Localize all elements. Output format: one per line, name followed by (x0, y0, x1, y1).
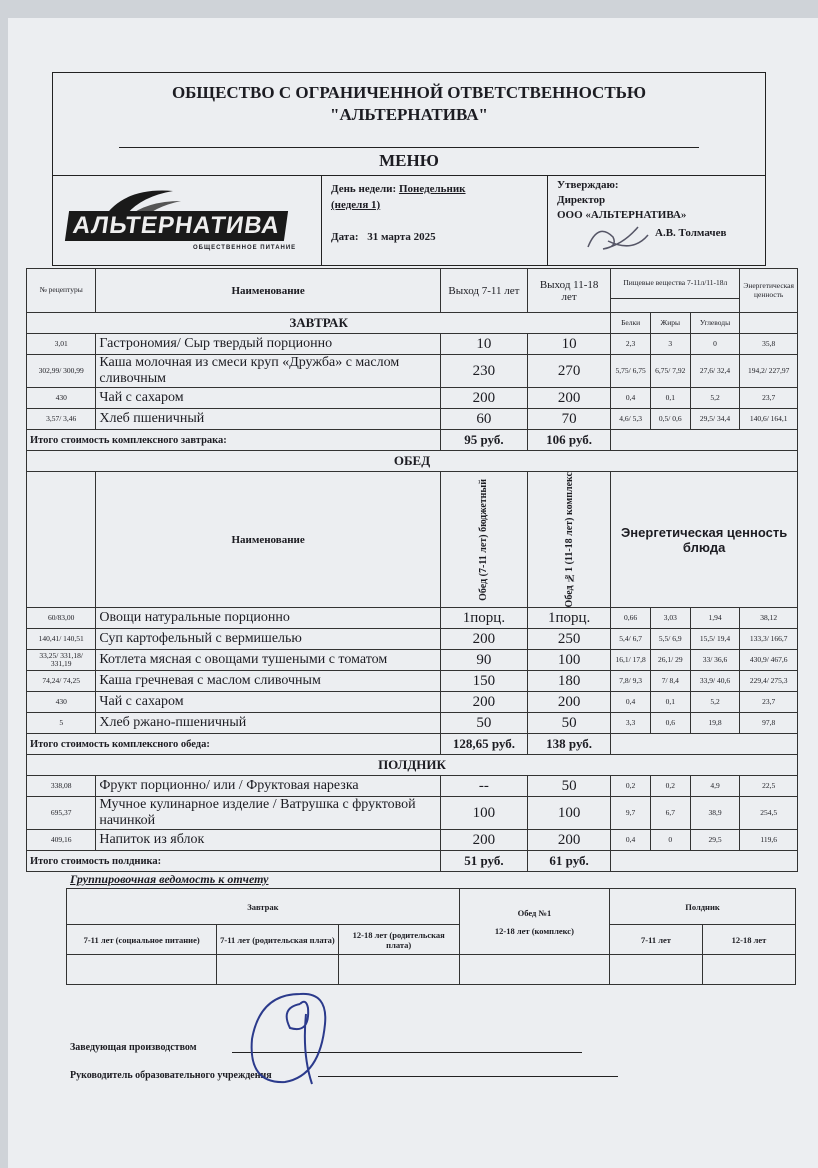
snack-row (27, 776, 798, 797)
lunch-col-complex: Обед №1 (11-18 лет) комплекс (563, 472, 575, 608)
recipe-number: 695,37 (27, 797, 96, 830)
carbs-value: 5,2 (690, 388, 740, 409)
portion-7-11: 100 (440, 797, 527, 830)
lunch-price-7-11: 128,65 руб. (440, 734, 527, 755)
energy-value: 140,6/ 164,1 (740, 409, 798, 430)
portion-7-11: 230 (440, 355, 527, 388)
snack-price-11-18: 61 руб. (528, 851, 611, 872)
week-label: (неделя 1) (331, 199, 381, 211)
protein-value: 2,3 (611, 334, 651, 355)
portion-11-18: 270 (528, 355, 611, 388)
col-carbs: Углеводы (690, 313, 740, 334)
lunch-title: ОБЕД (27, 451, 798, 472)
org-name-line1: ОБЩЕСТВО С ОГРАНИЧЕННОЙ ОТВЕТСТВЕННОСТЬЮ (171, 83, 647, 102)
energy-value: 22,5 (740, 776, 798, 797)
col-nutrients: Пищевые вещества 7-11л/11-18л (611, 269, 740, 299)
portion-11-18: 200 (528, 692, 611, 713)
fat-value: 0,1 (650, 692, 690, 713)
dish-name: Чай с сахаром (96, 692, 440, 713)
energy-value: 23,7 (740, 692, 798, 713)
carbs-value: 4,9 (690, 776, 740, 797)
approve-role: Директор (557, 194, 606, 206)
col-out-7-11: Выход 7-11 лет (440, 269, 527, 313)
lunch-section-row (27, 451, 798, 472)
dish-name: Напиток из яблок (96, 830, 440, 851)
fat-value: 5,5/ 6,9 (650, 629, 690, 650)
head-signature-label: Заведующая производством (70, 1042, 197, 1053)
dish-name: Суп картофельный с вермишелью (96, 629, 440, 650)
energy-value: 194,2/ 227,97 (740, 355, 798, 388)
lunch-row (27, 629, 798, 650)
col-recipe: № рецептуры (27, 269, 96, 313)
fat-value: 6,75/ 7,92 (650, 355, 690, 388)
portion-7-11: 200 (440, 388, 527, 409)
fat-value: 0,6 (650, 713, 690, 734)
divider (321, 175, 322, 265)
grouping-subheader-row (67, 925, 796, 955)
protein-value: 0,4 (611, 830, 651, 851)
org-name-line2: "АЛЬТЕРНАТИВА" (330, 105, 488, 124)
dish-name: Каша молочная из смеси круп «Дружба» с маслом сливочным (96, 355, 440, 388)
lunch-row (27, 650, 798, 671)
carbs-value: 0 (690, 334, 740, 355)
portion-11-18: 100 (528, 650, 611, 671)
grouping-values-row (67, 955, 796, 985)
carbs-value: 29,5/ 34,4 (690, 409, 740, 430)
protein-value: 0,4 (611, 692, 651, 713)
head-signature-icon (240, 984, 350, 1094)
lunch-col-budget: Обед (7-11 лет) бюджетный (478, 478, 490, 601)
approve-label: Утверждаю: (557, 179, 619, 191)
grouping-col1: 7-11 лет (социальное питание) (67, 925, 217, 955)
fat-value: 3 (650, 334, 690, 355)
energy-value: 23,7 (740, 388, 798, 409)
recipe-number: 409,16 (27, 830, 96, 851)
recipe-number: 140,41/ 140,51 (27, 629, 96, 650)
protein-value: 0,4 (611, 388, 651, 409)
dish-name: Чай с сахаром (96, 388, 440, 409)
portion-11-18: 180 (528, 671, 611, 692)
table-header-row (27, 269, 798, 299)
energy-value: 229,4/ 275,3 (740, 671, 798, 692)
portion-7-11: 200 (440, 629, 527, 650)
protein-value: 16,1/ 17,8 (611, 650, 651, 671)
snack-row (27, 830, 798, 851)
protein-value: 0,66 (611, 608, 651, 629)
divider (119, 147, 699, 148)
recipe-number: 3,57/ 3,46 (27, 409, 96, 430)
protein-value: 3,3 (611, 713, 651, 734)
portion-7-11: 1порц. (440, 608, 527, 629)
col-energy: Энергетическая ценность (740, 269, 798, 313)
recipe-number: 430 (27, 388, 96, 409)
portion-11-18: 50 (528, 776, 611, 797)
grouping-col5: 7-11 лет (609, 925, 702, 955)
portion-7-11: 90 (440, 650, 527, 671)
carbs-value: 29,5 (690, 830, 740, 851)
grouping-breakfast: Завтрак (67, 889, 460, 925)
protein-value: 5,75/ 6,75 (611, 355, 651, 388)
carbs-value: 27,6/ 32,4 (690, 355, 740, 388)
snack-total-label: Итого стоимость полдника: (27, 851, 441, 872)
fat-value: 26,1/ 29 (650, 650, 690, 671)
fat-value: 7/ 8,4 (650, 671, 690, 692)
dish-name: Каша гречневая с маслом сливочным (96, 671, 440, 692)
portion-7-11: 200 (440, 830, 527, 851)
date-label: Дата: (331, 231, 359, 243)
protein-value: 0,2 (611, 776, 651, 797)
col-protein: Белки (611, 313, 651, 334)
snack-price-7-11: 51 руб. (440, 851, 527, 872)
day-label: День недели: (331, 183, 397, 195)
lunch-price-11-18: 138 руб. (528, 734, 611, 755)
approve-name: А.В. Толмачев (655, 227, 727, 239)
energy-value: 254,5 (740, 797, 798, 830)
divider (53, 175, 765, 176)
breakfast-rows (27, 334, 798, 430)
protein-value: 5,4/ 6,7 (611, 629, 651, 650)
protein-value: 4,6/ 5,3 (611, 409, 651, 430)
carbs-value: 1,94 (690, 608, 740, 629)
carbs-value: 15,5/ 19,4 (690, 629, 740, 650)
fat-value: 0 (650, 830, 690, 851)
grouping-col3: 12-18 лет (родительская плата) (338, 925, 459, 955)
dish-name: Мучное кулинарное изделие / Ватрушка с фруктовой начинкой (96, 797, 440, 830)
snack-row (27, 797, 798, 830)
lunch-row (27, 713, 798, 734)
grouping-header-row (67, 889, 796, 925)
date-info (331, 231, 436, 243)
fat-value: 0,2 (650, 776, 690, 797)
lunch-row (27, 671, 798, 692)
energy-value: 430,9/ 467,6 (740, 650, 798, 671)
dish-name: Хлеб пшеничный (96, 409, 440, 430)
grouping-lunch-cell (459, 889, 609, 955)
fat-value: 0,5/ 0,6 (650, 409, 690, 430)
company-logo (63, 181, 315, 261)
grouping-snack: Полдник (609, 889, 795, 925)
recipe-number: 60/83,00 (27, 608, 96, 629)
menu-title: МЕНЮ (379, 151, 439, 170)
recipe-number: 5 (27, 713, 96, 734)
portion-11-18: 200 (528, 388, 611, 409)
energy-value: 133,3/ 166,7 (740, 629, 798, 650)
director-signature-label: Руководитель образовательного учреждения (70, 1070, 272, 1081)
lunch-col-name: Наименование (96, 472, 440, 608)
carbs-value: 33,9/ 40,6 (690, 671, 740, 692)
snack-section-row (27, 755, 798, 776)
breakfast-total-row (27, 430, 798, 451)
carbs-value: 5,2 (690, 692, 740, 713)
portion-7-11: 200 (440, 692, 527, 713)
grouping-title: Группировочная ведомость к отчету (70, 872, 269, 886)
grouping-col2: 7-11 лет (родительская плата) (217, 925, 338, 955)
carbs-value: 33/ 36,6 (690, 650, 740, 671)
lunch-rows (27, 608, 798, 734)
breakfast-section-row (27, 313, 798, 334)
snack-total-row (27, 851, 798, 872)
carbs-value: 38,9 (690, 797, 740, 830)
fat-value: 6,7 (650, 797, 690, 830)
grouping-lunch: Обед №1 (517, 907, 552, 918)
portion-11-18: 200 (528, 830, 611, 851)
energy-value: 97,8 (740, 713, 798, 734)
director-signature-icon (583, 217, 653, 257)
lunch-total-label: Итого стоимость комплексного обеда: (27, 734, 441, 755)
energy-value: 38,12 (740, 608, 798, 629)
portion-11-18: 1порц. (528, 608, 611, 629)
dish-name: Хлеб ржано-пшеничный (96, 713, 440, 734)
col-fat: Жиры (650, 313, 690, 334)
breakfast-title: ЗАВТРАК (27, 313, 611, 334)
date-value: 31 марта 2025 (367, 231, 436, 243)
portion-7-11: 60 (440, 409, 527, 430)
grouping-table (66, 888, 796, 985)
director-signature-line (318, 1076, 618, 1077)
portion-7-11: 150 (440, 671, 527, 692)
menu-table (26, 268, 798, 872)
lunch-row (27, 608, 798, 629)
recipe-number: 3,01 (27, 334, 96, 355)
energy-value: 119,6 (740, 830, 798, 851)
breakfast-price-7-11: 95 руб. (440, 430, 527, 451)
recipe-number: 430 (27, 692, 96, 713)
lunch-row (27, 692, 798, 713)
portion-7-11: 10 (440, 334, 527, 355)
day-info (331, 183, 466, 195)
lunch-col-energy: Энергетическая ценность блюда (611, 472, 798, 608)
portion-11-18: 10 (528, 334, 611, 355)
portion-7-11: 50 (440, 713, 527, 734)
dish-name: Овощи натуральные порционно (96, 608, 440, 629)
portion-11-18: 70 (528, 409, 611, 430)
recipe-number: 74,24/ 74,25 (27, 671, 96, 692)
logo-wordmark: АЛЬТЕРНАТИВА (65, 211, 288, 241)
lunch-total-row (27, 734, 798, 755)
document-header (52, 72, 766, 266)
logo-subtitle: ОБЩЕСТВЕННОЕ ПИТАНИЕ (193, 245, 297, 251)
protein-value: 9,7 (611, 797, 651, 830)
snack-title: ПОЛДНИК (27, 755, 798, 776)
fat-value: 0,1 (650, 388, 690, 409)
snack-rows (27, 776, 798, 851)
portion-7-11: -- (440, 776, 527, 797)
breakfast-price-11-18: 106 руб. (528, 430, 611, 451)
divider (547, 175, 548, 265)
breakfast-row (27, 334, 798, 355)
breakfast-row (27, 409, 798, 430)
col-out-11-18: Выход 11-18 лет (528, 269, 611, 313)
recipe-number: 33,25/ 331,18/ 331,19 (27, 650, 96, 671)
recipe-number: 338,08 (27, 776, 96, 797)
approve-org: ООО «АЛЬТЕРНАТИВА» (557, 209, 687, 221)
breakfast-total-label: Итого стоимость комплексного завтрака: (27, 430, 441, 451)
lunch-header-row (27, 472, 798, 608)
breakfast-row (27, 355, 798, 388)
portion-11-18: 50 (528, 713, 611, 734)
fat-value: 3,03 (650, 608, 690, 629)
breakfast-row (27, 388, 798, 409)
grouping-col6: 12-18 лет (702, 925, 795, 955)
energy-value: 35,8 (740, 334, 798, 355)
day-value: Понедельник (398, 183, 466, 195)
dish-name: Котлета мясная с овощами тушеными с томатом (96, 650, 440, 671)
dish-name: Гастрономия/ Сыр твердый порционно (96, 334, 440, 355)
dish-name: Фрукт порционно/ или / Фруктовая нарезка (96, 776, 440, 797)
protein-value: 7,8/ 9,3 (611, 671, 651, 692)
recipe-number: 302,99/ 300,99 (27, 355, 96, 388)
col-name: Наименование (96, 269, 440, 313)
grouping-col4: 12-18 лет (комплекс) (494, 925, 574, 936)
carbs-value: 19,8 (690, 713, 740, 734)
portion-11-18: 250 (528, 629, 611, 650)
portion-11-18: 100 (528, 797, 611, 830)
